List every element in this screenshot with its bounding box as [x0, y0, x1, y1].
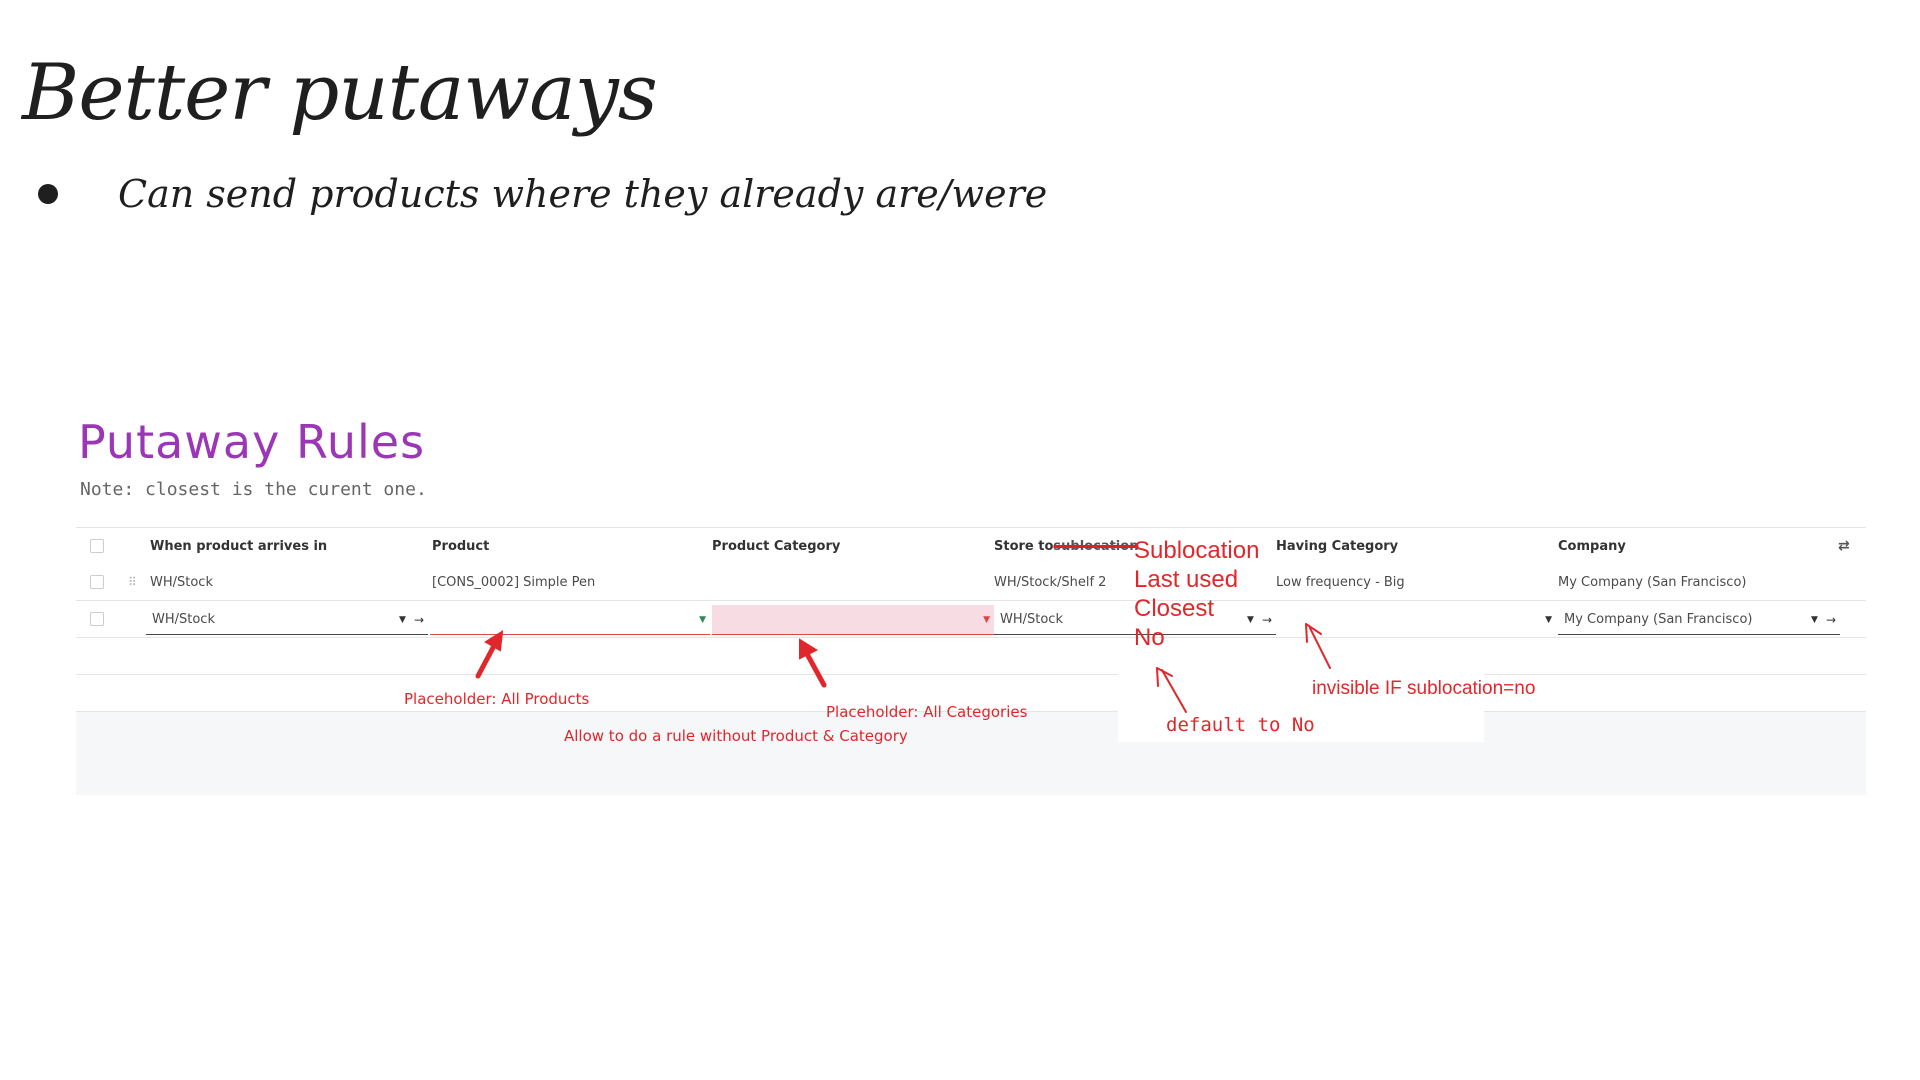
caret-down-icon[interactable]: ▼	[699, 614, 706, 625]
store-header-prefix: Store to	[994, 538, 1054, 554]
allow-rule-annotation: Allow to do a rule without Product & Category	[564, 727, 908, 745]
slide-title: Better putaways	[22, 48, 657, 138]
product-field[interactable]	[430, 605, 710, 635]
bullet-item	[38, 172, 1047, 216]
cell-company[interactable]: My Company (San Francisco)	[1558, 574, 1747, 590]
caret-down-icon[interactable]: ▼	[1545, 614, 1552, 625]
row-select-cell[interactable]	[90, 601, 104, 637]
company-field[interactable]	[1558, 605, 1840, 635]
select-all-checkbox[interactable]	[90, 539, 104, 553]
cell-product[interactable]: [CONS_0002] Simple Pen	[432, 574, 596, 590]
drag-handle[interactable]	[128, 564, 135, 600]
placeholder-categories-annotation: Placeholder: All Categories	[826, 703, 1028, 721]
sublocation-options-annotation	[1134, 536, 1259, 652]
location-field[interactable]	[146, 605, 428, 635]
select-all-cell[interactable]	[90, 528, 104, 564]
screenshot-title: Putaway Rules	[78, 415, 426, 469]
category-field[interactable]	[712, 605, 994, 635]
default-no-annotation: default to No	[1166, 714, 1315, 736]
sublocation-option: Sublocation	[1134, 537, 1260, 564]
cell-location[interactable]: WH/Stock	[150, 574, 213, 590]
column-settings-icon: ⇄	[1838, 538, 1850, 554]
putaway-rules-table	[76, 527, 1866, 795]
arrow-right-icon[interactable]: →	[1261, 612, 1272, 627]
column-header-category[interactable]: Product Category	[712, 538, 841, 554]
row-checkbox[interactable]	[90, 575, 104, 589]
column-header-product[interactable]: Product	[432, 538, 490, 554]
arrow-right-icon[interactable]: →	[413, 612, 424, 627]
table-row[interactable]	[76, 564, 1866, 601]
caret-down-icon[interactable]: ▼	[1811, 614, 1818, 625]
sublocation-option: No	[1134, 624, 1165, 651]
caret-down-icon[interactable]: ▼	[983, 614, 990, 625]
cell-category[interactable]	[712, 564, 994, 600]
table-row-editing[interactable]	[76, 601, 1866, 638]
invisible-if-annotation: invisible IF sublocation=no	[1312, 678, 1536, 699]
cell-having-category[interactable]: Low frequency - Big	[1276, 574, 1405, 590]
drag-handle-icon: ⠿	[128, 575, 135, 589]
column-settings-button[interactable]	[1838, 528, 1850, 564]
column-header-company[interactable]: Company	[1558, 538, 1626, 554]
cell-store[interactable]: WH/Stock/Shelf 2	[994, 574, 1107, 590]
company-field-value: My Company (San Francisco)	[1564, 612, 1753, 627]
row-checkbox[interactable]	[90, 612, 104, 626]
sublocation-option: Last used	[1134, 566, 1239, 593]
table-empty-row	[76, 638, 1866, 675]
having-category-field[interactable]	[1278, 605, 1556, 634]
caret-down-icon[interactable]: ▼	[399, 614, 406, 625]
table-header	[76, 527, 1866, 565]
placeholder-products-annotation: Placeholder: All Products	[404, 690, 590, 708]
store-field-value: WH/Stock	[1000, 612, 1063, 627]
row-select-cell[interactable]	[90, 564, 104, 600]
bullet-text: Can send products where they already are/were	[118, 172, 1048, 216]
column-header-location[interactable]: When product arrives in	[150, 538, 328, 554]
column-header-having-category[interactable]: Having Category	[1276, 538, 1399, 554]
bullet-dot-icon	[38, 184, 58, 204]
screenshot-note: Note: closest is the curent one.	[80, 479, 427, 500]
store-header-struck-word: sublocation	[1053, 538, 1139, 554]
location-field-value: WH/Stock	[152, 612, 215, 627]
caret-down-icon[interactable]: ▼	[1247, 614, 1254, 625]
arrow-right-icon[interactable]: →	[1825, 612, 1836, 627]
putaway-rules-screenshot	[76, 405, 1866, 795]
sublocation-option: Closest	[1134, 595, 1215, 622]
